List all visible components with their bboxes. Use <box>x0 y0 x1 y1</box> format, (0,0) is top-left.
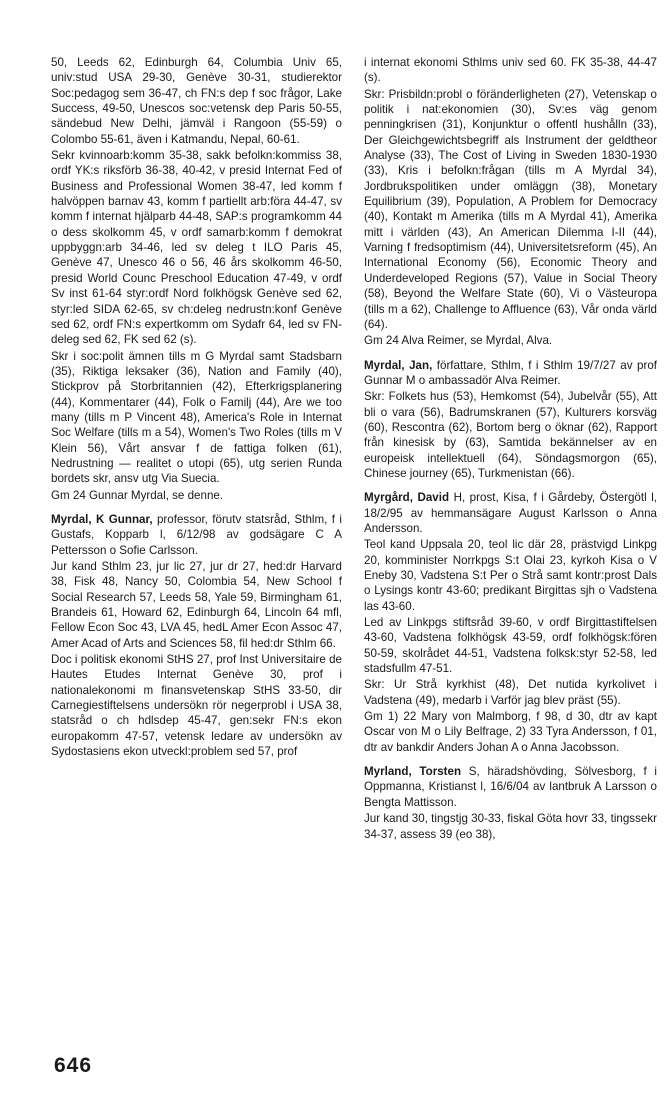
entry-text: H, prost, Kisa, f i Gårdeby, Östergötl l, 18/2/95 av hemmansägare August Karlsson o Anna Andersson. <box>364 491 657 535</box>
biography-entry <box>364 764 657 810</box>
paragraph: 50, Leeds 62, Edinburgh 64, Columbia Univ 65, univ:stud USA 29-30, Genève 30-31, studierektor Soc:pedagog sem 36-47, ch FN:s dep f soc frågor, Lake Success, 49-50, Unescos soc:vetensk dep Paris 50-55, sändebud New Delhi, jämväl i Rangoon (55-59) o Colombo 55-61, även i Katmandu, Nepal, 60-61. <box>51 56 342 146</box>
paragraph: i internat ekonomi Sthlms univ sed 60. FK 35-38, 44-47 (s). <box>364 56 657 85</box>
left-column <box>51 55 342 760</box>
entry-given-name: K Gunnar, <box>96 512 153 526</box>
paragraph: Skr: Prisbildn:probl o föränderligheten (27), Vetenskap o politik i nat:ekonomien (30), Sv:es väg genom penningkrisen (31), Konjunktur o offentl hushålln (33), Der Gleichgewichtsbegriff als Instrument der geldtheor Analyse (33), The Cost of Living in Sweden 1830-1930 (33), Kris i befolkn:frågan (tills m A Myrdal 34), Jordbrukspolitiken under omläggn (38), Monetary Equilibrium (39), Population, A Problem for Democracy (40), Kontakt m Amerika (tills m A Myrdal 41), Amerika mitt i världen (43), An American Dilemma I-II (44), Varning f fredsoptimism (44), Universitetsreform (45), An International Economy (56), Economic Theory and Underdeveloped Regions (57), Value in Social Theory (58), Beyond the Welfare State (60), Vi o Västeuropa (tills m a 62), Challenge to Affluence (63), Vår onda värld (64). <box>364 87 657 331</box>
paragraph: Jur kand Sthlm 23, jur lic 27, jur dr 27, hed:dr Harvard 38, Fisk 48, Nancy 50, Colombia 54, New School f Social Research 57, Leeds 58, Yale 59, Birmingham 61, Brandeis 61, Howard 62, Edinburgh 64, Lincoln 64 mfl, Fellow Econ Soc 43, LVA 45, hedL Amer Econ Assoc 47, Amer Acad of Arts and Sciences 58, fil hed:dr Sthlm 66. <box>51 560 342 650</box>
entry-surname: Myrdal, <box>51 512 92 526</box>
right-column <box>364 55 657 843</box>
paragraph: Skr: Folkets hus (53), Hemkomst (54), Jubelvår (55), Att bli o vara (56), Badrumskranen (57), Kulturers korsväg (60), Rescontra (62), Bortom berg o öknar (62), Rapport från kinesisk by (63), Samtida bekännelser av en europeisk intellektuell (64), Söndagsmorgon (65), Chinese journey (65), Turkmenistan (66). <box>364 390 657 480</box>
paragraph: Sekr kvinnoarb:komm 35-38, sakk befolkn:kommiss 38, ordf YK:s riksförb 36-38, 40-42, v presid Internat Fed of Business and Professional Women 38-47, led komm f halvöppen barnav 43, komm f partiellt arb:föra 44-47, sv komm f internat hjälparb 44-48, SAP:s programkomm 44 o dess skolkomm 45, v ordf samarb:komm f demokrat uppbyggn:arb 34-46, led sv deleg t ILO Paris 45, Genève 47, Unesco 46 o 56, 46 års skolkomm 46-50, presid World Counc Preschool Education 47-49, v ordf Sv inst 61-64 styr:ordf Nord folkhögsk Genève sed 62, styr:led SIDA 62-65, sv ch:deleg nedrustn:konf Genève sed 62, ordf FN:s expertkomm om Sydafr 64, led sv FN-deleg sed 62, FK sed 62 (s). <box>51 149 342 347</box>
paragraph: Skr i soc:polit ämnen tills m G Myrdal samt Stadsbarn (35), Riktiga leksaker (36), Nation and Family (40), Stickprov på Storbritannien (42), Efterkrigsplanering (44), Kommentarer (44), Folk o Familj (44), Are we too many (tills m P Vincent 48), America's Role in Internat Soc Welfare (tills m a 54), Women's Two Roles (tills m V Klein 56), Vårt ansvar f de fattiga folken (61), Nedrustning — realitet o utopi (65), utg serien Runda bordets skr, ansv utg Via Suecia. <box>51 349 342 486</box>
paragraph: Skr: Ur Strå kyrkhist (48), Det nutida kyrkolivet i Vadstena (49), medarb i Varför jag blev präst (55). <box>364 678 657 707</box>
biography-entry <box>364 358 657 389</box>
entry-surname: Myrgård, <box>364 491 413 505</box>
entry-surname: Myrdal, <box>364 358 405 372</box>
entry-text: S, häradshövding, Sölvesborg, f i Oppmanna, Kristianst l, 16/6/04 av lantbruk A Larsson o Bengta Mattisson. <box>364 765 657 809</box>
entry-text: författare, Sthlm, f i Sthlm 19/7/27 av prof Gunnar M o ambassadör Alva Reimer. <box>364 358 657 387</box>
entry-given-name: Jan, <box>409 358 433 372</box>
paragraph: Jur kand 30, tingstjg 30-33, fiskal Göta hovr 33, tingssekr 34-37, assess 39 (eo 38), <box>364 812 657 841</box>
paragraph: Gm 24 Gunnar Myrdal, se denne. <box>51 488 224 502</box>
entry-surname: Myrland, <box>364 765 412 779</box>
biography-entry <box>364 490 657 536</box>
paragraph: Teol kand Uppsala 20, teol lic där 28, prästvigd Linkpg 20, komminister Norrkpgs S:t Olai 23, kyrkoh Kisa o V Eneby 30, Vadstena S:t Per o Strå samt kontr:prost Dals o Lysings kontr 43-60; predikant Birgittas sjh o Vadstena las 43-60. <box>364 538 657 613</box>
biography-entry <box>51 512 342 558</box>
entry-text: professor, förutv statsråd, Sthlm, f i Gustafs, Kopparb l, 6/12/98 av godsägare C A Pettersson o Sofie Carlsson. <box>51 512 342 557</box>
paragraph: Gm 1) 22 Mary von Malmborg, f 98, d 30, dtr av kapt Oscar von M o Lily Belfrage, 2) 33 Tyra Andersson, f 01, dtr av bankdir Anders Johan A o Anna Jacobsson. <box>364 710 657 754</box>
paragraph: Led av Linkpgs stiftsråd 39-60, v ordf Birgittastiftelsen 43-60, Vadstena folkhögsk 43-59, ordf folkhögsk:fören 50-59, skolrådet 44-51, Vadstena folksk:styr 52-58, led stadsfullm 47-51. <box>364 616 657 676</box>
paragraph: Gm 24 Alva Reimer, se Myrdal, Alva. <box>364 334 553 348</box>
page-number: 646 <box>54 1054 93 1077</box>
entry-given-name: David <box>417 491 450 505</box>
entry-given-name: Torsten <box>419 765 462 779</box>
paragraph: Doc i politisk ekonomi StHS 27, prof Inst Universitaire de Hautes Etudes Internat Genève 30, prof i nationalekonomi m finansvetenskap StHS 33-50, dir Carnegiestiftelsens undersökn rör negerprobl i USA 38, statsråd o ch hdlsdep 45-47, gen:sekr FN:s ekon europakomm 47-57, vetensk ledare av undersökn av Sydostasiens ekon utveckl:problem sed 57, prof <box>51 653 342 759</box>
